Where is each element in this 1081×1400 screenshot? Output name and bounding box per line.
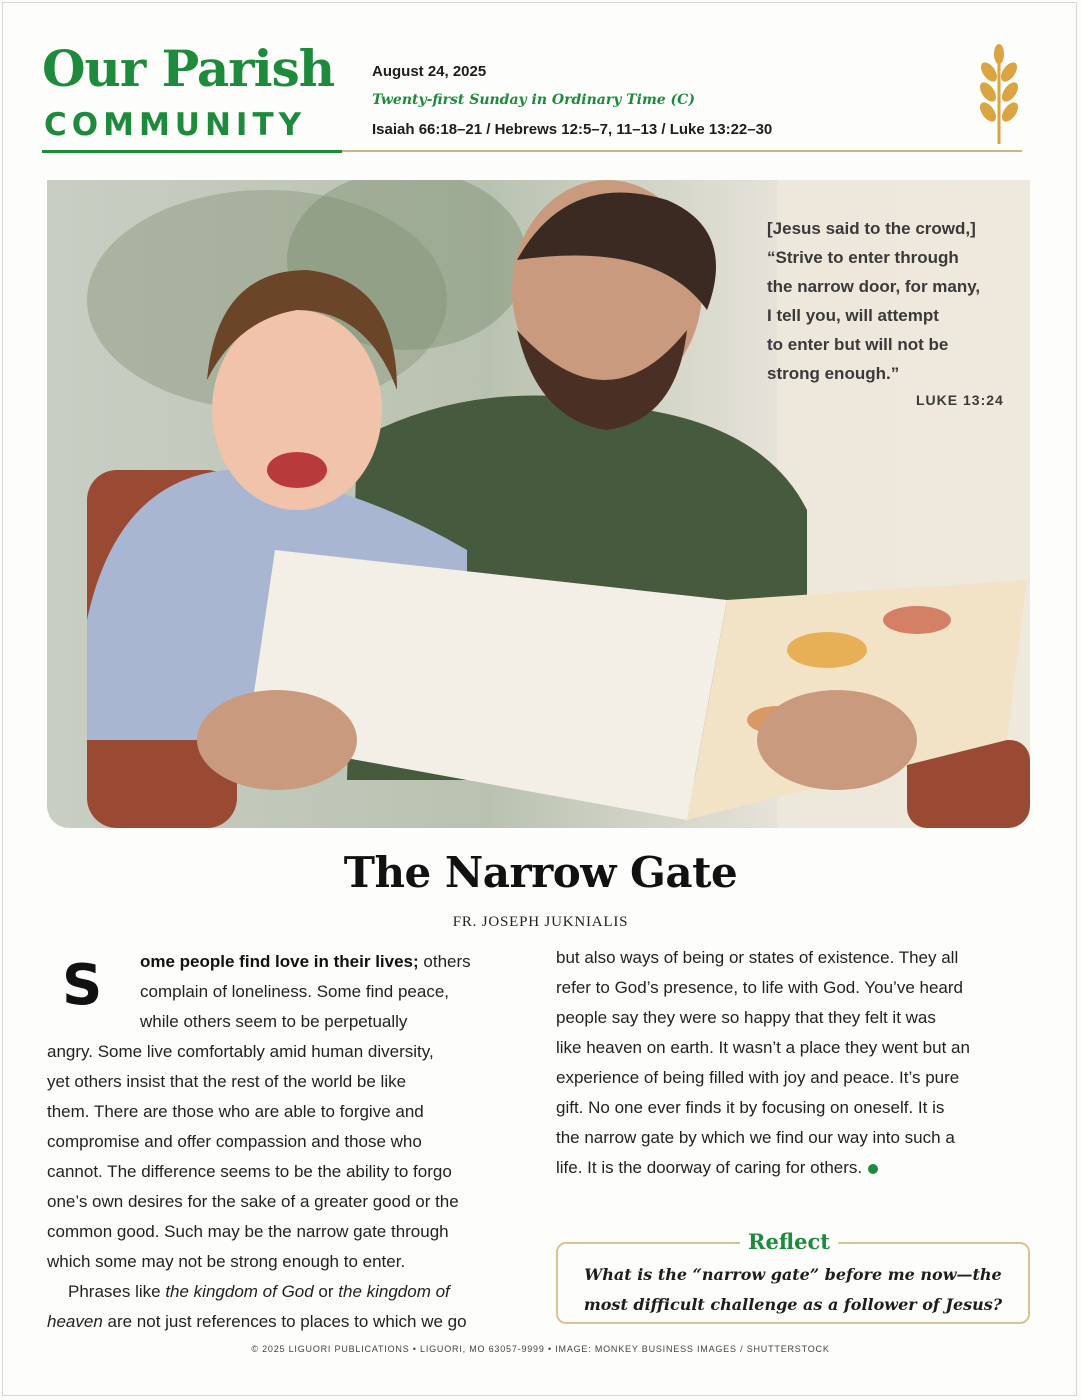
body-text-italic: heaven [47, 1312, 103, 1331]
body-line: the narrow gate by which we find our way into such a [556, 1128, 955, 1147]
drop-cap: S [62, 953, 103, 1018]
reflect-question-line: What is the “narrow gate” before me now—the [584, 1265, 1002, 1284]
reflect-question [556, 1260, 1030, 1320]
end-mark-icon [868, 1164, 878, 1174]
issue-date: August 24, 2025 [372, 63, 487, 80]
body-line: people say they were so happy that they felt it was [556, 1008, 936, 1027]
body-text-italic: the kingdom of [338, 1282, 450, 1301]
quote-reference: LUKE 13:24 [916, 392, 1004, 408]
quote-line: to enter but will not be [767, 335, 949, 354]
body-line: complain of loneliness. Some find peace, [140, 982, 450, 1001]
wheat-icon [972, 40, 1026, 148]
body-text: Phrases like [68, 1282, 166, 1301]
body-line: but also ways of being or states of existence. They all [556, 948, 959, 967]
body-line: them. There are those who are able to forgive and [47, 1102, 424, 1121]
body-text: others [418, 952, 471, 971]
body-line [47, 1312, 467, 1332]
body-line: gift. No one ever finds it by focusing on oneself. It is [556, 1098, 945, 1117]
body-text: life. It is the doorway of caring for others. [556, 1158, 863, 1177]
masthead-title: Our Parish [42, 39, 335, 98]
body-line: one’s own desires for the sake of a greater good or the [47, 1192, 459, 1211]
body-text: are not just references to places to which we go [102, 1312, 467, 1331]
scripture-quote [767, 214, 1017, 388]
body-line: yet others insist that the rest of the world be like [47, 1072, 407, 1091]
masthead-divider-accent [42, 150, 342, 153]
quote-line: the narrow door, for many, [767, 277, 981, 296]
article-title: The Narrow Gate [343, 848, 738, 897]
liturgical-day: Twenty-first Sunday in Ordinary Time (C) [372, 92, 695, 108]
body-line: which some may not be strong enough to enter. [47, 1252, 406, 1271]
masthead-subtitle: COMMUNITY [44, 107, 307, 143]
body-text-italic: the kingdom of God [165, 1282, 314, 1301]
article-author: FR. JOSEPH JUKNIALIS [452, 914, 629, 930]
body-line: compromise and offer compassion and those who [47, 1132, 422, 1151]
body-line: cannot. The difference seems to be the ability to forgo [47, 1162, 452, 1181]
reflect-title: Reflect [740, 1229, 838, 1254]
body-line [68, 1282, 450, 1302]
body-line: while others seem to be perpetually [140, 1012, 408, 1031]
quote-line: I tell you, will attempt [767, 306, 939, 325]
body-line [556, 1158, 878, 1178]
quote-line: strong enough.” [767, 364, 900, 383]
reflect-question-line: most difficult challenge as a follower of Jesus? [583, 1295, 1003, 1314]
body-line: common good. Such may be the narrow gate through [47, 1222, 449, 1241]
body-line: refer to God’s presence, to life with God. You’ve heard [556, 978, 963, 997]
lead-in: ome people find love in their lives; [140, 952, 419, 971]
body-line [140, 952, 471, 972]
body-line: experience of being filled with joy and peace. It’s pure [556, 1068, 960, 1087]
quote-line: [Jesus said to the crowd,] [767, 219, 976, 238]
body-text: or [313, 1282, 339, 1301]
quote-line: “Strive to enter through [767, 248, 959, 267]
credits-footer: © 2025 LIGUORI PUBLICATIONS • LIGUORI, MO 63057-9999 • IMAGE: MONKEY BUSINESS IMAGES / SHUTTERSTOCK [251, 1344, 830, 1354]
body-line: angry. Some live comfortably amid human diversity, [47, 1042, 434, 1061]
body-line: like heaven on earth. It wasn’t a place they went but an [556, 1038, 970, 1057]
readings-list: Isaiah 66:18–21 / Hebrews 12:5–7, 11–13 / Luke 13:22–30 [372, 121, 773, 138]
